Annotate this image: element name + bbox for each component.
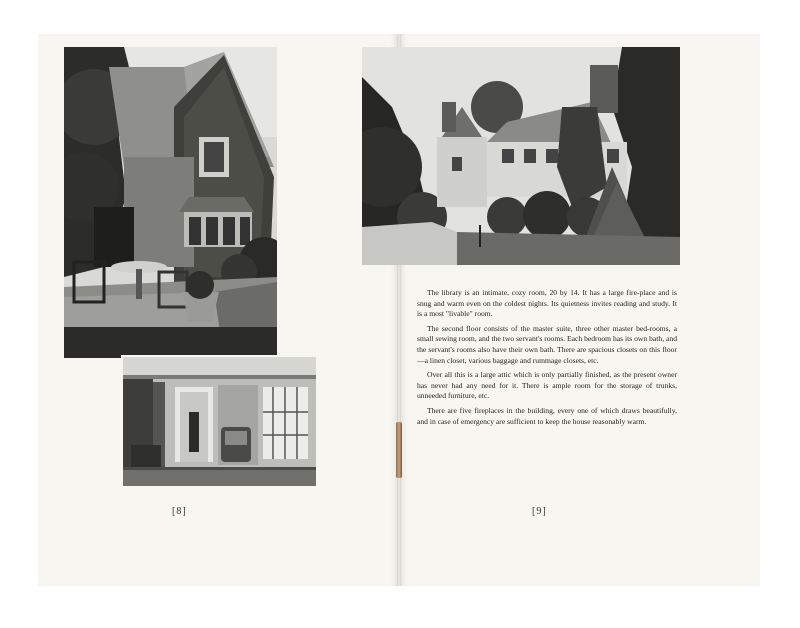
staple (396, 422, 402, 478)
paragraph-attic: Over all this is a large attic which is only partially finished, as the present owner has never had any need for it. There is ample room for the storage of trunks, unneeded furniture, etc. (417, 370, 677, 401)
photo-interior-room (121, 355, 318, 488)
page-number-right: [9] (532, 506, 547, 517)
photo-ivy-house (64, 47, 277, 358)
paragraph-second-floor: The second floor consists of the master suite, three other master bed-rooms, a small sewing room, and the two servant's rooms. Each bedroom has its own bath, and the servant's rooms also have their own bath. There are spacious closets on this floor—a linen closet, various baggage and rummage closets, etc. (417, 323, 677, 365)
paragraph-library: The library is an intimate, cozy room, 20 by 14. It has a large fire-place and is snug and warm even on the coldest nights. Its quietness invites reading and study. It is a most "livable" room. (417, 288, 677, 319)
paragraph-fireplaces: There are five fireplaces in the building, every one of which draws beautifully, and in case of emergency are sufficient to keep the house reasonably warm. (417, 405, 677, 426)
page-number-left: [8] (172, 506, 187, 517)
body-text (417, 288, 677, 431)
photo-house-driveway (362, 47, 680, 265)
